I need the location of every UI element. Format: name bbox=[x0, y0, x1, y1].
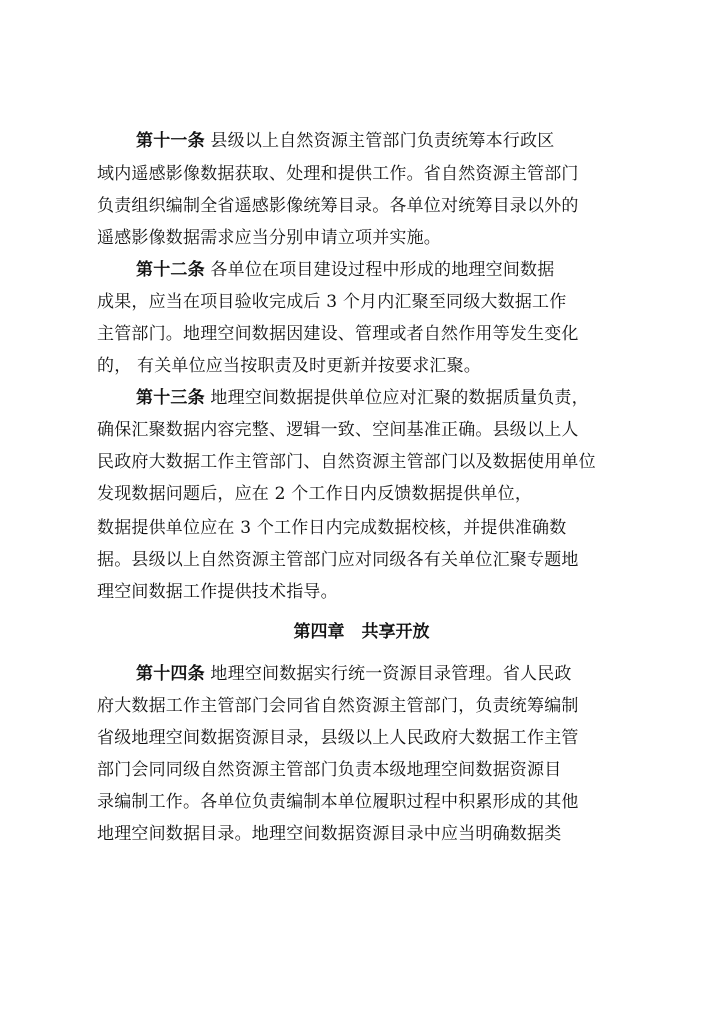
article-12-label: 第十二条 bbox=[136, 260, 205, 280]
article-14-line-5: 录编制工作。各单位负责编制本单位履职过程中积累形成的其他 bbox=[97, 792, 579, 812]
article-12-line-2: 成果，应当在项目验收完成后 3 个月内汇聚至同级大数据工作 bbox=[97, 292, 567, 312]
article-13-line-5: 数据提供单位应在 3 个工作日内完成数据校核，并提供准确数 bbox=[97, 518, 567, 538]
article-12-line-1: 第十二条 各单位在项目建设过程中形成的地理空间数据 bbox=[136, 260, 555, 280]
article-13-line-1: 第十三条 地理空间数据提供单位应对汇聚的数据质量负责， bbox=[136, 388, 589, 408]
chapter-heading: 第四章 共享开放 bbox=[293, 622, 430, 642]
article-13-line-6: 据。县级以上自然资源主管部门应对同级各有关单位汇聚专题地 bbox=[97, 550, 579, 570]
article-12-line-4: 的， 有关单位应当按职责及时更新并按要求汇聚。 bbox=[97, 356, 482, 376]
article-13-line-3: 民政府大数据工作主管部门、自然资源主管部门以及数据使用单位 bbox=[97, 452, 596, 472]
article-11-line-4: 遥感影像数据需求应当分别申请立项并实施。 bbox=[97, 228, 441, 248]
article-14-line-2: 府大数据工作主管部门会同省自然资源主管部门，负责统筹编制 bbox=[97, 696, 579, 716]
article-14-line-4: 部门会同同级自然资源主管部门负责本级地理空间数据资源目 bbox=[97, 760, 562, 780]
article-13-line-4: 发现数据问题后，应在 2 个工作日内反馈数据提供单位， bbox=[97, 484, 533, 504]
article-11-line-2: 域内遥感影像数据获取、处理和提供工作。省自然资源主管部门 bbox=[97, 164, 579, 184]
article-13-label: 第十三条 bbox=[136, 388, 205, 408]
article-14-line-3: 省级地理空间数据资源目录，县级以上人民政府大数据工作主管 bbox=[97, 728, 579, 748]
article-11-line-1: 第十一条 县级以上自然资源主管部门负责统筹本行政区 bbox=[136, 131, 555, 151]
article-14-line-1: 第十四条 地理空间数据实行统一资源目录管理。省人民政 bbox=[136, 664, 572, 684]
article-11-line-3: 负责组织编制全省遥感影像统筹目录。各单位对统筹目录以外的 bbox=[97, 196, 579, 216]
article-13-line-7: 理空间数据工作提供技术指导。 bbox=[97, 582, 338, 602]
article-11-label: 第十一条 bbox=[136, 131, 205, 151]
article-13-line-2: 确保汇聚数据内容完整、逻辑一致、空间基准正确。县级以上人 bbox=[97, 420, 579, 440]
article-12-line-3: 主管部门。地理空间数据因建设、管理或者自然作用等发生变化 bbox=[97, 324, 579, 344]
article-14-label: 第十四条 bbox=[136, 664, 205, 684]
article-14-line-6: 地理空间数据目录。地理空间数据资源目录中应当明确数据类 bbox=[97, 824, 562, 844]
